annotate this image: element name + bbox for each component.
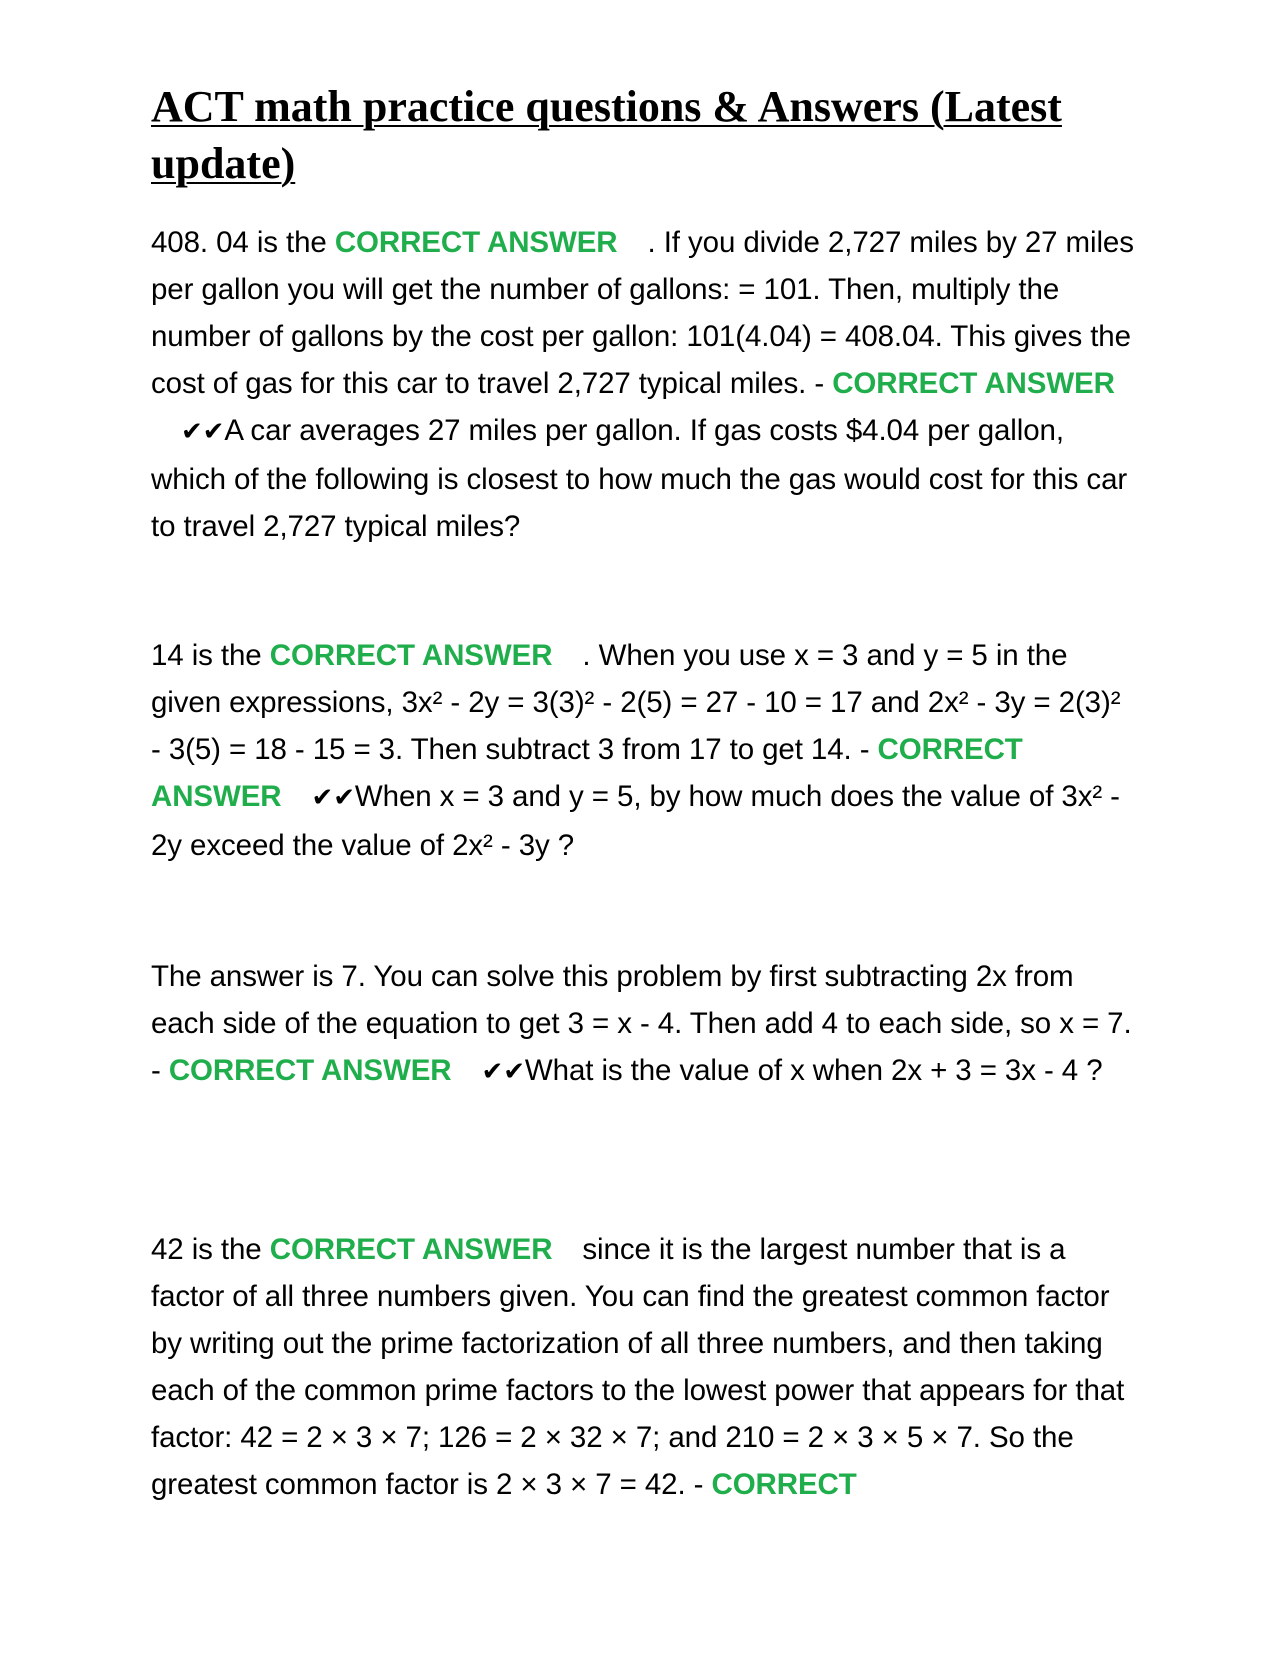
answer-lead: 42 is the — [151, 1233, 262, 1266]
answer-explanation: . When you use x = 3 and y = 5 in the given expressions, 3x² - 2y = 3(3)² - 2(5) = 27 - 10 = 17 and 2x² - 3y = 2(3)² - 3(5) = 18 - 15 = 3. Then subtract 3 from 17 to get 14. - — [151, 639, 1121, 766]
question-text: A car averages 27 miles per gallon. If gas costs $4.04 per gallon, which of the following is closest to how much the gas would cost for this car to travel 2,727 typical miles? — [151, 414, 1128, 543]
correct-answer-label: CORRECT ANSWER — [269, 1233, 553, 1266]
question-text: When x = 3 and y = 5, by how much does the value of 3x² - 2y exceed the value of 2x² - 3y ? — [151, 780, 1120, 862]
correct-answer-label-part-1: CORRECT — [877, 733, 1023, 766]
correct-answer-label: CORRECT ANSWER — [832, 367, 1115, 400]
correct-answer-label: CORRECT ANSWER — [168, 1054, 452, 1087]
qa-block-2 — [151, 632, 1136, 869]
double-checkmark-icon: ✔✔ — [311, 783, 355, 813]
correct-answer-label-part-1: CORRECT — [711, 1468, 857, 1501]
double-checkmark-icon: ✔✔ — [481, 1057, 525, 1087]
qa-block-1 — [151, 219, 1136, 550]
correct-answer-label: CORRECT ANSWER — [334, 226, 618, 259]
double-checkmark-icon: ✔✔ — [181, 417, 225, 447]
qa-block-3 — [151, 953, 1136, 1096]
page-title: ACT math practice questions & Answers (Latest update) — [151, 82, 1062, 188]
correct-answer-label: CORRECT ANSWER — [269, 639, 553, 672]
question-text: What is the value of x when 2x + 3 = 3x - 4 ? — [524, 1054, 1103, 1087]
correct-answer-label-part-2: ANSWER — [151, 780, 282, 813]
qa-block-4 — [151, 1226, 1136, 1508]
answer-explanation: . If you divide 2,727 miles by 27 miles per gallon you will get the number of gallons: = 101. Then, multiply the number of gallons by the cost per gallon: 101(4.04) = 408.04. This gives the cost of gas for this car to travel 2,727 typical miles. - — [151, 226, 1134, 400]
answer-lead: 14 is the — [151, 639, 262, 672]
answer-lead: 408. 04 is the — [151, 226, 327, 259]
answer-explanation: The answer is 7. You can solve this problem by first subtracting 2x from each side of the equation to get 3 = x - 4. Then add 4 to each side, so x = 7. - — [151, 960, 1132, 1087]
answer-explanation: since it is the largest number that is a factor of all three numbers given. You can find the greatest common factor by writing out the prime factorization of all three numbers, and then taking each of the common prime factors to the lowest power that appears for that factor: 42 = 2 × 3 × 7; 126 = 2 × 32 × 7; and 210 = 2 × 3 × 5 × 7. So the greatest common factor is 2 × 3 × 7 = 42. - — [151, 1233, 1125, 1501]
